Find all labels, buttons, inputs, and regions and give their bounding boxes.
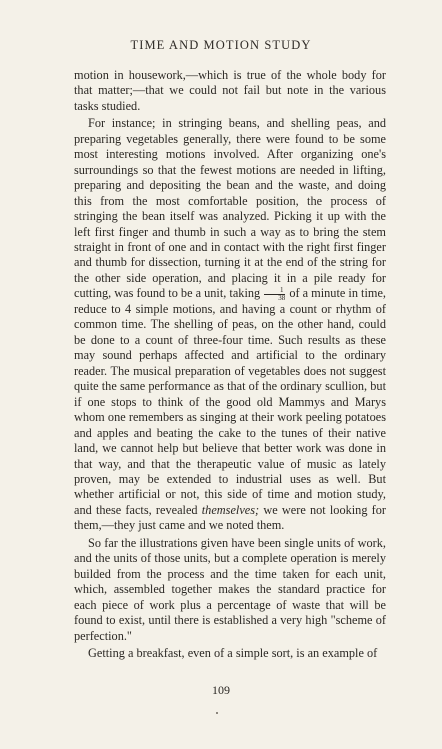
paragraph-stringing-beans-part-a: For instance; in stringing beans, and shelling peas, and preparing vegetables generally, there were found to be some most interesting motions involved. After organizing one's surroundings so that the fewest motions are needed in lifting, preparing and depositing the bean and the waste, and doing this from the most comfortable position, the process of stringing the bean itself was analyzed. Picking it up with the left first finger and thumb in such a way as to bring the stem straight in front of one and in contact with the right first finger and thumb for dissection, turning it at the end of the string for the other side operation, and placing it in a pile ready for cutting, was found to be a unit, taking	[74, 116, 386, 301]
running-head: TIME AND MOTION STUDY	[130, 38, 312, 52]
fraction	[264, 287, 285, 302]
paragraph-complete-operation: So far the illustrations given have been single units of work, and the units of those units, but a complete operation is merely builded from the process and the time taken for each unit, which, assembled together makes the standard practice for each piece of work plus a percentage of waste that will be found to exist, until there is established a very high "scheme of perfection."	[74, 535, 386, 643]
paragraph-stringing-beans-part-c: we were not looking for them,—they just came and we noted them.	[74, 502, 387, 533]
italic-word: themselves;	[201, 502, 260, 517]
page-number: 109	[212, 683, 230, 697]
fraction-numerator: 1	[264, 287, 285, 295]
body-text	[74, 68, 386, 661]
paragraph-stringing-beans	[74, 116, 386, 533]
paragraph-continued: motion in housework,—which is true of the whole body for that matter;—that we could not fail but note in the various tasks studied.	[74, 68, 386, 113]
fraction-denominator: 38	[278, 294, 286, 303]
ink-speck	[216, 712, 218, 714]
paragraph-breakfast: Getting a breakfast, even of a simple sort, is an example of	[88, 645, 378, 660]
paragraph-stringing-beans-part-b: of a minute in time, reduce to 4 simple motions, and having a count or rhythm of common time. The shelling of peas, on the other hand, could be done to a count of three-four time. Such results as these may sound perhaps affected and artificial to the ordinary reader. The musical preparation of vegetables does not suggest quite the same performance as that of the ordinary scullion, but if one stops to think of the good old Mammys and Marys whom one remembers as singing at their work peeling potatoes and apples and beating the cake to the tunes of their native land, we cannot help but believe that better work was done in that way, and that the therapeutic value of music as lately proven, may be extended to industrial uses as well. But whether artificial or not, this side of time and motion study, and these facts, revealed	[74, 286, 386, 517]
